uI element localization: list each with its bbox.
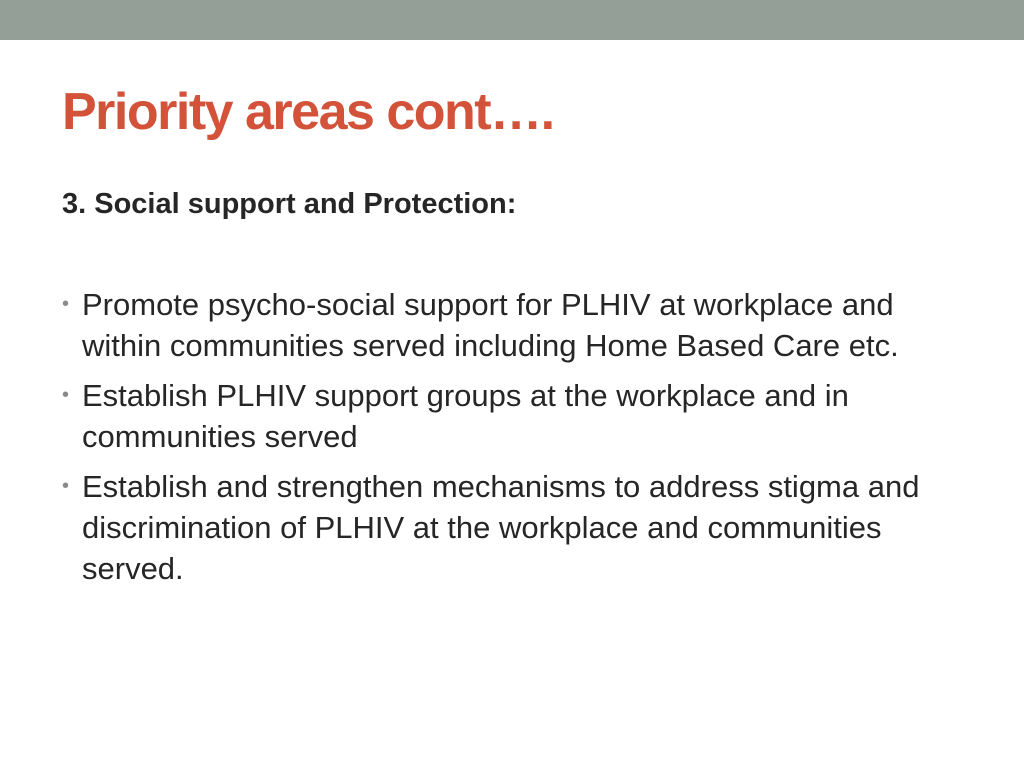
bullet-item	[62, 375, 962, 457]
bullet-list	[62, 284, 962, 598]
section-heading: 3. Social support and Protection:	[62, 188, 517, 220]
bullet-item	[62, 466, 962, 589]
slide-title: Priority areas cont….	[62, 83, 554, 141]
bullet-text: Establish and strengthen mechanisms to address stigma and discrimination of PLHIV at the workplace and communities served.	[82, 469, 920, 586]
top-decor-bar	[0, 0, 1024, 40]
bullet-text: Establish PLHIV support groups at the workplace and in communities served	[82, 378, 849, 454]
bullet-text: Promote psycho-social support for PLHIV at workplace and within communities served including Home Based Care etc.	[82, 287, 899, 363]
bullet-item	[62, 284, 962, 366]
bullet-icon: •	[62, 475, 70, 497]
bullet-icon: •	[62, 384, 70, 406]
bullet-icon: •	[62, 293, 70, 315]
